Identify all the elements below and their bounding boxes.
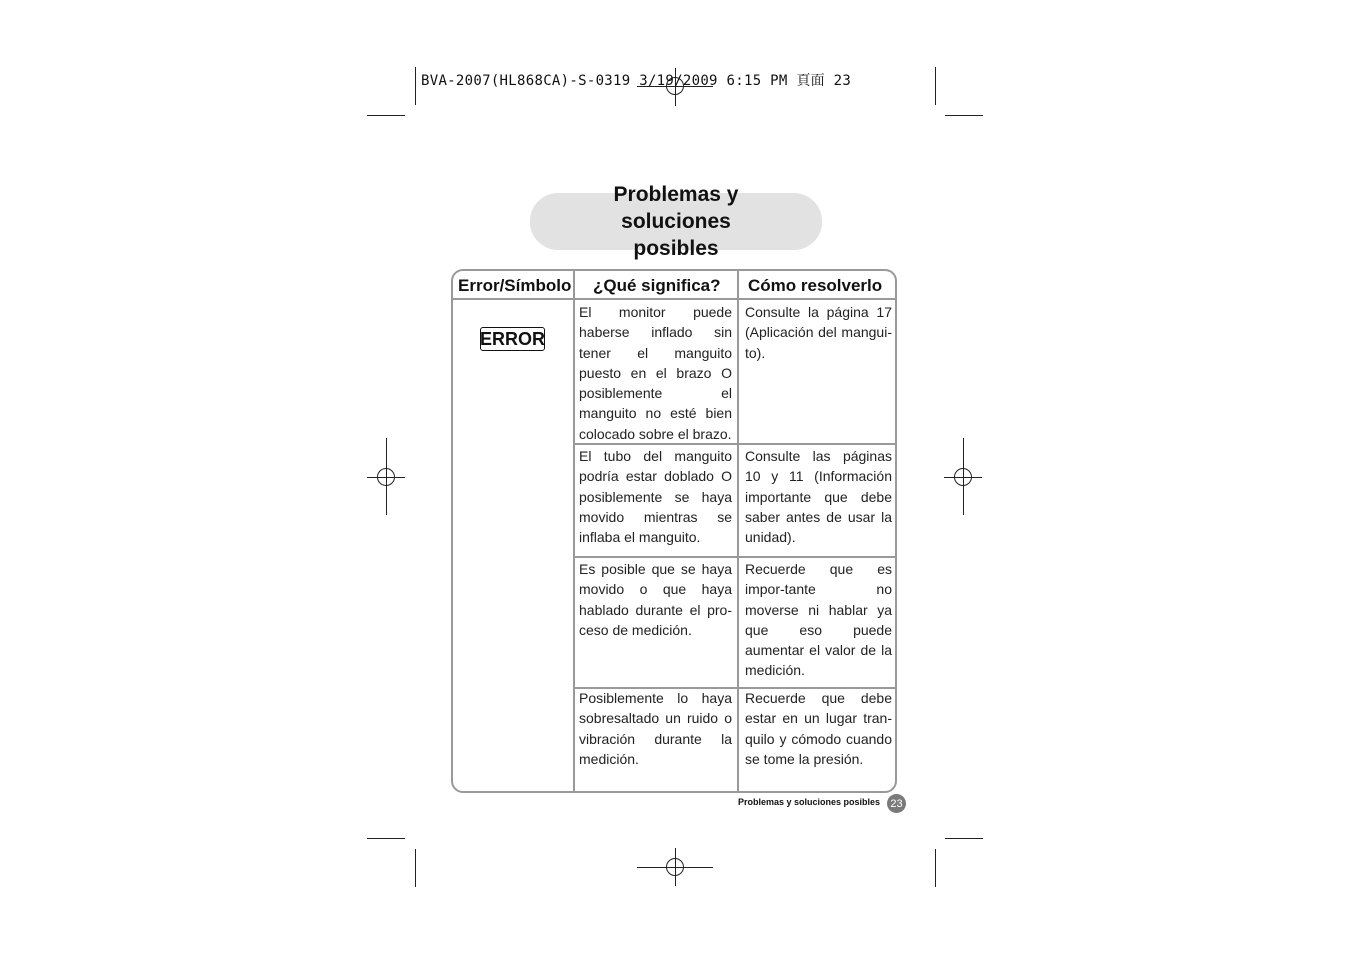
row-2-meaning: El tubo del manguito podría estar doblado O posiblemente se haya movido mientras se inflaba el manguito. — [579, 448, 732, 546]
row-3-meaning: Es posible que se haya movido o que haya hablado durante el pro-ceso de medición. — [579, 561, 732, 638]
column-header-meaning: ¿Qué significa? — [593, 276, 721, 295]
crop-mark — [945, 838, 983, 839]
row-4-meaning: Posiblemente lo haya sobresaltado un ruido o vibración durante la medición. — [579, 690, 732, 767]
row-2-solution: Consulte las páginas 10 y 11 (Información importante que debe saber antes de usar la unidad). — [745, 448, 892, 546]
page-title — [530, 183, 822, 260]
crop-mark — [415, 67, 416, 105]
crop-mark — [935, 849, 936, 887]
footer-section-label: Problemas y soluciones posibles — [737, 797, 880, 807]
crop-mark — [935, 67, 936, 105]
crop-mark — [367, 115, 405, 116]
crop-mark — [945, 115, 983, 116]
troubleshooting-table — [451, 269, 897, 793]
row-divider — [575, 556, 895, 558]
column-divider — [573, 271, 575, 791]
column-header-symbol: Error/Símbolo — [458, 276, 572, 295]
registration-line — [386, 438, 387, 515]
row-1-solution: Consulte la página 17 (Aplicación del mangui-to). — [745, 304, 892, 361]
crop-mark — [415, 849, 416, 887]
row-4-solution: Recuerde que debe estar en un lugar tran-quilo y cómodo cuando se tome la presión. — [745, 690, 892, 767]
crop-mark — [367, 838, 405, 839]
registration-line — [963, 438, 964, 515]
error-symbol: ERROR — [480, 327, 545, 351]
page-title-text: Problemas y soluciones posibles — [613, 183, 739, 260]
print-header: BVA-2007(HL868CA)-S-0319 3/19/2009 6:15 PM 頁面 23 — [421, 73, 852, 89]
row-1-meaning: El monitor puede haberse inflado sin tener el manguito puesto en el brazo O posiblemente el manguito no esté bien colocado sobre el brazo. — [579, 304, 732, 442]
column-divider — [737, 271, 739, 791]
column-header-solution: Cómo resolverlo — [748, 276, 883, 295]
page-number-badge: 23 — [887, 794, 906, 813]
row-3-solution: Recuerde que es impor-tante no moverse ni hablar ya que eso puede aumentar el valor de la medición. — [745, 561, 892, 679]
registration-line — [675, 848, 676, 886]
